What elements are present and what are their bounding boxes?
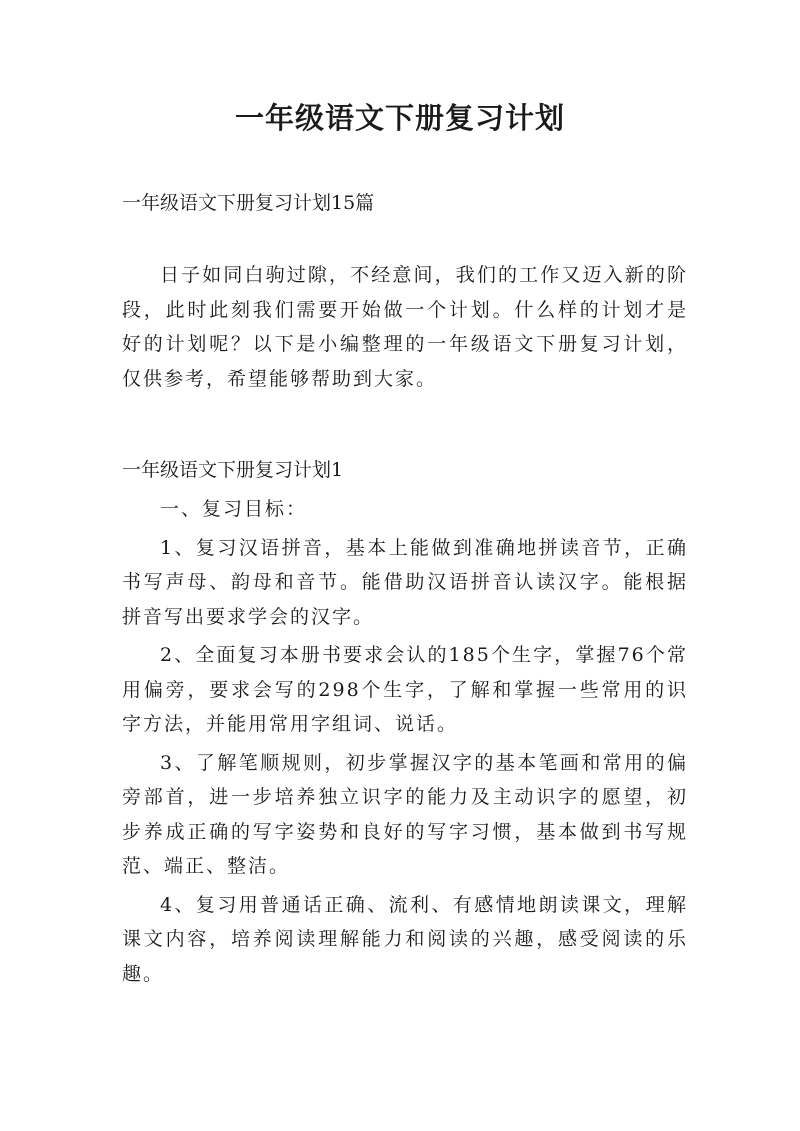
- goal-item-4: 4、复习用普通话正确、流利、有感情地朗读课文，理解课文内容，培养阅读理解能力和阅读的兴趣，感受阅读的乐趣。: [122, 893, 688, 985]
- goal-item-2: 2、全面复习本册书要求会认的185个生字，掌握76个常用偏旁，要求会写的298个生字，了解和掌握一些常用的识字方法，并能用常用字组词、说话。: [122, 644, 688, 735]
- goal-item-3: 3、了解笔顺规则，初步掌握汉字的基本笔画和常用的偏旁部首，进一步培养独立识字的能力及主动识字的愿望，初步养成正确的写字姿势和良好的写字习惯，基本做到书写规范、端正、整洁。: [122, 751, 688, 877]
- section-heading: 一年级语文下册复习计划1: [122, 459, 344, 481]
- document-subtitle: 一年级语文下册复习计划15篇: [122, 192, 375, 214]
- document-title: 一年级语文下册复习计划: [234, 101, 565, 135]
- intro-paragraph: 日子如同白驹过隙，不经意间，我们的工作又迈入新的阶段，此时此刻我们需要开始做一个计划。什么样的计划才是好的计划呢？以下是小编整理的一年级语文下册复习计划，仅供参考，希望能够帮助到大家。: [122, 264, 688, 390]
- section-body: [122, 492, 688, 995]
- goal-heading: 一、复习目标：: [160, 498, 308, 520]
- goal-item-1: 1、复习汉语拼音，基本上能做到准确地拼读音节，正确书写声母、韵母和音节。能借助汉语拼音认读汉字。能根据拼音写出要求学会的汉字。: [122, 536, 688, 628]
